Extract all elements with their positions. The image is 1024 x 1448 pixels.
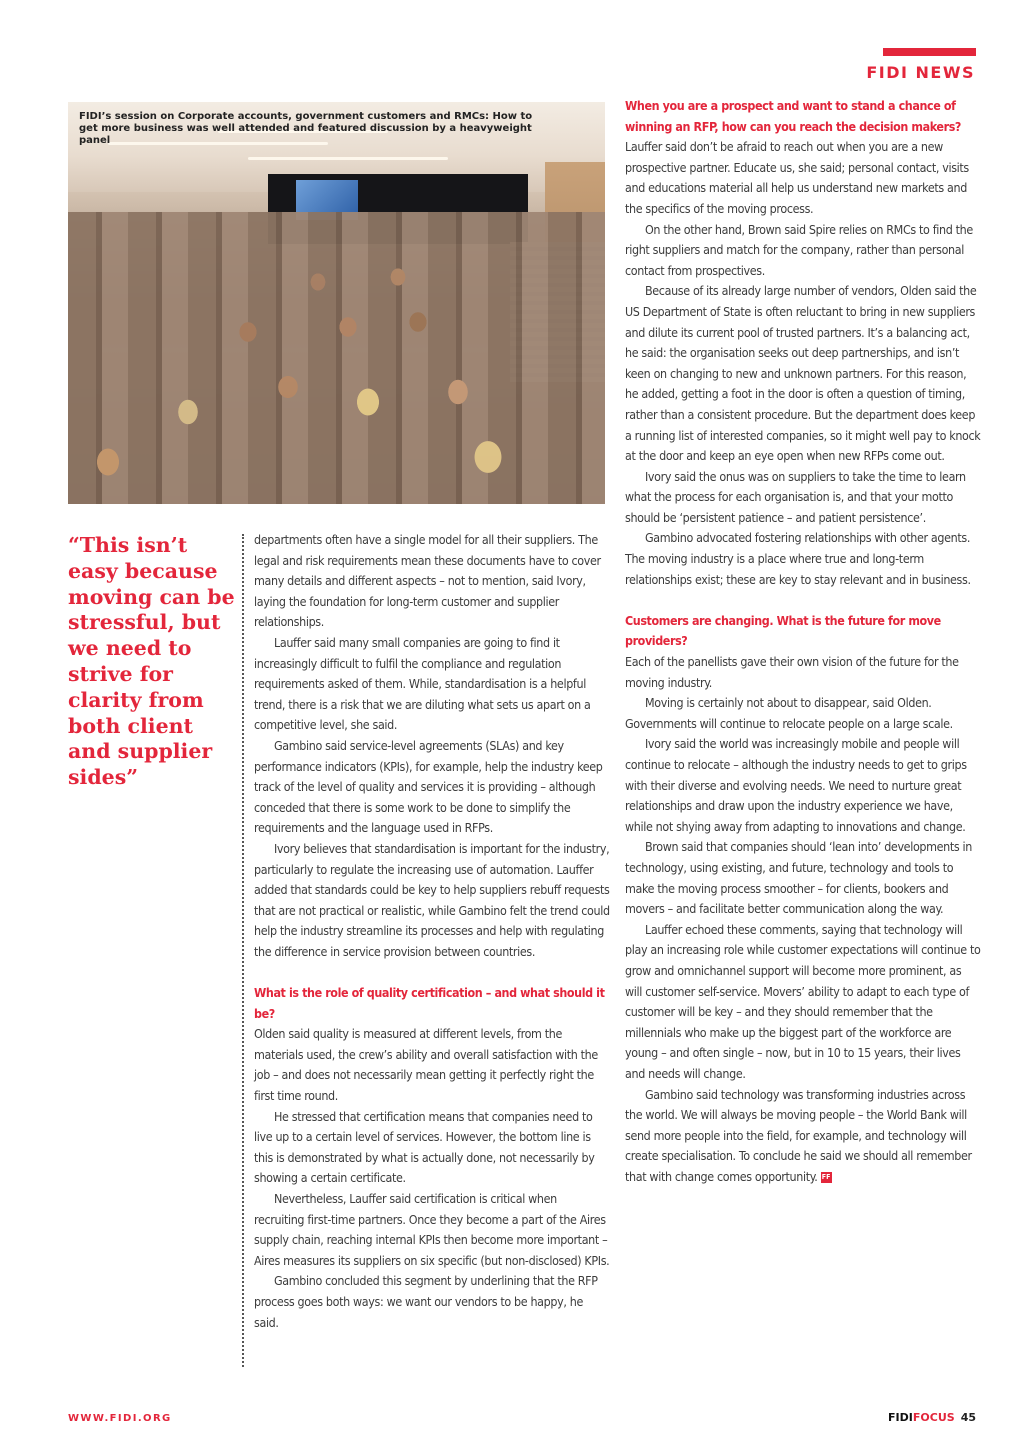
body-paragraph: Gambino advocated fostering relationships with other agents. The moving industry is a place where true and long-term relationships exist; these are key to stay relevant and in business.	[625, 530, 971, 587]
body-paragraph: Lauffer said many small companies are going to find it increasingly difficult to fulfil the compliance and regulation requirements asked of them. While, standardisation is a helpful trend, there is a risk that we are diluting what sets us apart on a competitive level, she said.	[254, 634, 591, 733]
body-paragraph: Gambino said service-level agreements (SLAs) and key performance indicators (KPIs), for example, help the industry keep track of the level of quality and services it is providing – although conceded that there is some work to be done to simplify the requirements and the language used in RFPs.	[254, 737, 603, 836]
body-paragraph: He stressed that certification means that companies need to live up to a certain level of services. However, the bottom line is this is demonstrated by what is actually done, not necessarily by showing a certain certificate.	[254, 1108, 595, 1186]
middle-column	[254, 530, 610, 1333]
body-paragraph: Gambino concluded this segment by underlining that the RFP process goes both ways: we want our vendors to be happy, he said.	[254, 1273, 598, 1330]
body-paragraph: Ivory believes that standardisation is important for the industry, particularly to regulate the increasing use of automation. Lauffer added that standards could be key to help suppliers rebuff requests that are not practical or realistic, while Gambino felt the trend could help the industry streamline its processes and help with regulating the difference in service provision between countries.	[254, 840, 610, 959]
ceiling-light	[248, 157, 448, 160]
column-divider	[242, 534, 244, 1367]
body-paragraph: Nevertheless, Lauffer said certification is critical when recruiting first-time partners. Once they become a part of the Aires supply chain, reaching internal KPIs then become more important – Aires measures its suppliers on six specific (but non-disclosed) KPIs.	[254, 1191, 610, 1268]
subheading-quality-certification: What is the role of quality certification – and what should it be?	[254, 985, 605, 1021]
pull-quote: “This isn’t easy because moving can be stressful, but we need to strive for clarity from both client and supplier sides”	[68, 533, 235, 790]
final-paragraph-text: Gambino said technology was transforming industries across the world. We will always be moving people – the World Bank will send more people into the field, for example, and technology will create specialisation. To conclude he said we should all remember that with change comes opportunity.	[625, 1086, 972, 1184]
body-paragraph: Moving is certainly not about to disappear, said Olden. Governments will continue to relocate people on a large scale.	[625, 695, 953, 731]
body-paragraph: Because of its already large number of vendors, Olden said the US Department of State is often reluctant to bring in new suppliers and dilute its current pool of trusted partners. It’s a balancing act, he said: the organisation seeks out deep partnerships, and isn’t keen on changing to new and unknown partners. For this reason, he added, getting a foot in the door is often a question of timing, rather than a consistent procedure. But the department does keep a running list of interested companies, so it might well pay to knock at the door and keep an eye open when new RFPs come out.	[625, 283, 981, 464]
body-paragraph: On the other hand, Brown said Spire relies on RMCs to find the right suppliers and match for the company, rather than personal contact from prospectives.	[625, 221, 973, 278]
footer-brand	[888, 1411, 976, 1424]
brand-focus: FOCUS	[912, 1411, 955, 1424]
header-accent-bar	[883, 48, 976, 56]
brand-fidi: FIDI	[888, 1411, 913, 1424]
page-number: 45	[960, 1411, 976, 1424]
event-photo	[68, 102, 605, 504]
body-paragraph: departments often have a single model for all their suppliers. The legal and risk requirements mean these documents have to cover many details and different aspects – not to mention, said Ivory, laying the foundation for long-term customer and supplier relationships.	[254, 532, 601, 630]
audience-seating	[68, 212, 605, 504]
photo-caption: FIDI’s session on Corporate accounts, government customers and RMCs: How to get more business was well attended and featured discussion by a heavyweight panel	[79, 111, 533, 146]
body-paragraph: Lauffer echoed these comments, saying that technology will play an increasing role while customer expectations will continue to grow and omnichannel support will become more prominent, as will customer self-service. Movers’ ability to adapt to each type of customer will be key – and they should remember that the millennials who make up the biggest part of the workforce are young – and often single – now, but in 10 to 15 years, their lives and needs will change.	[625, 921, 981, 1081]
body-paragraph: Brown said that companies should ‘lean into’ developments in technology, using existing, and future, technology and tools to make the moving process smoother – for clients, bookers and movers – and facilitate better communication along the way.	[625, 839, 973, 917]
body-paragraph: Lauffer said don’t be afraid to reach out when you are a new prospective partner. Educate us, she said; personal contact, visits and educations material all help us understand new markets and the specifics of the moving process.	[625, 139, 969, 216]
body-paragraph: Olden said quality is measured at different levels, from the materials used, the crew’s ability and overall satisfaction with the job – and does not necessarily mean getting it perfectly right the first time round.	[254, 1026, 598, 1104]
right-column	[625, 96, 981, 1187]
body-paragraph: Each of the panellists gave their own vision of the future for the moving industry.	[625, 654, 959, 690]
section-label: FIDI NEWS	[866, 63, 975, 82]
footer-url-link[interactable]: WWW.FIDI.ORG	[68, 1413, 172, 1424]
subheading-future: Customers are changing. What is the future for move providers?	[625, 612, 941, 649]
body-paragraph-final	[625, 1085, 981, 1188]
subheading-prospect: When you are a prospect and want to stand a chance of winning an RFP, how can you reach the decision makers?	[625, 98, 961, 134]
body-paragraph: Ivory said the onus was on suppliers to take the time to learn what the process for each organisation is, and that your motto should be ‘persistent patience – and patient persistence’.	[625, 468, 966, 525]
end-of-article-icon: FF	[821, 1172, 831, 1181]
body-paragraph: Ivory said the world was increasingly mobile and people will continue to relocate – although the industry needs to get to grips with their diverse and evolving needs. We need to nurture great relationships and draw upon the industry experience we have, while not shying away from adapting to innovations and change.	[625, 736, 967, 834]
